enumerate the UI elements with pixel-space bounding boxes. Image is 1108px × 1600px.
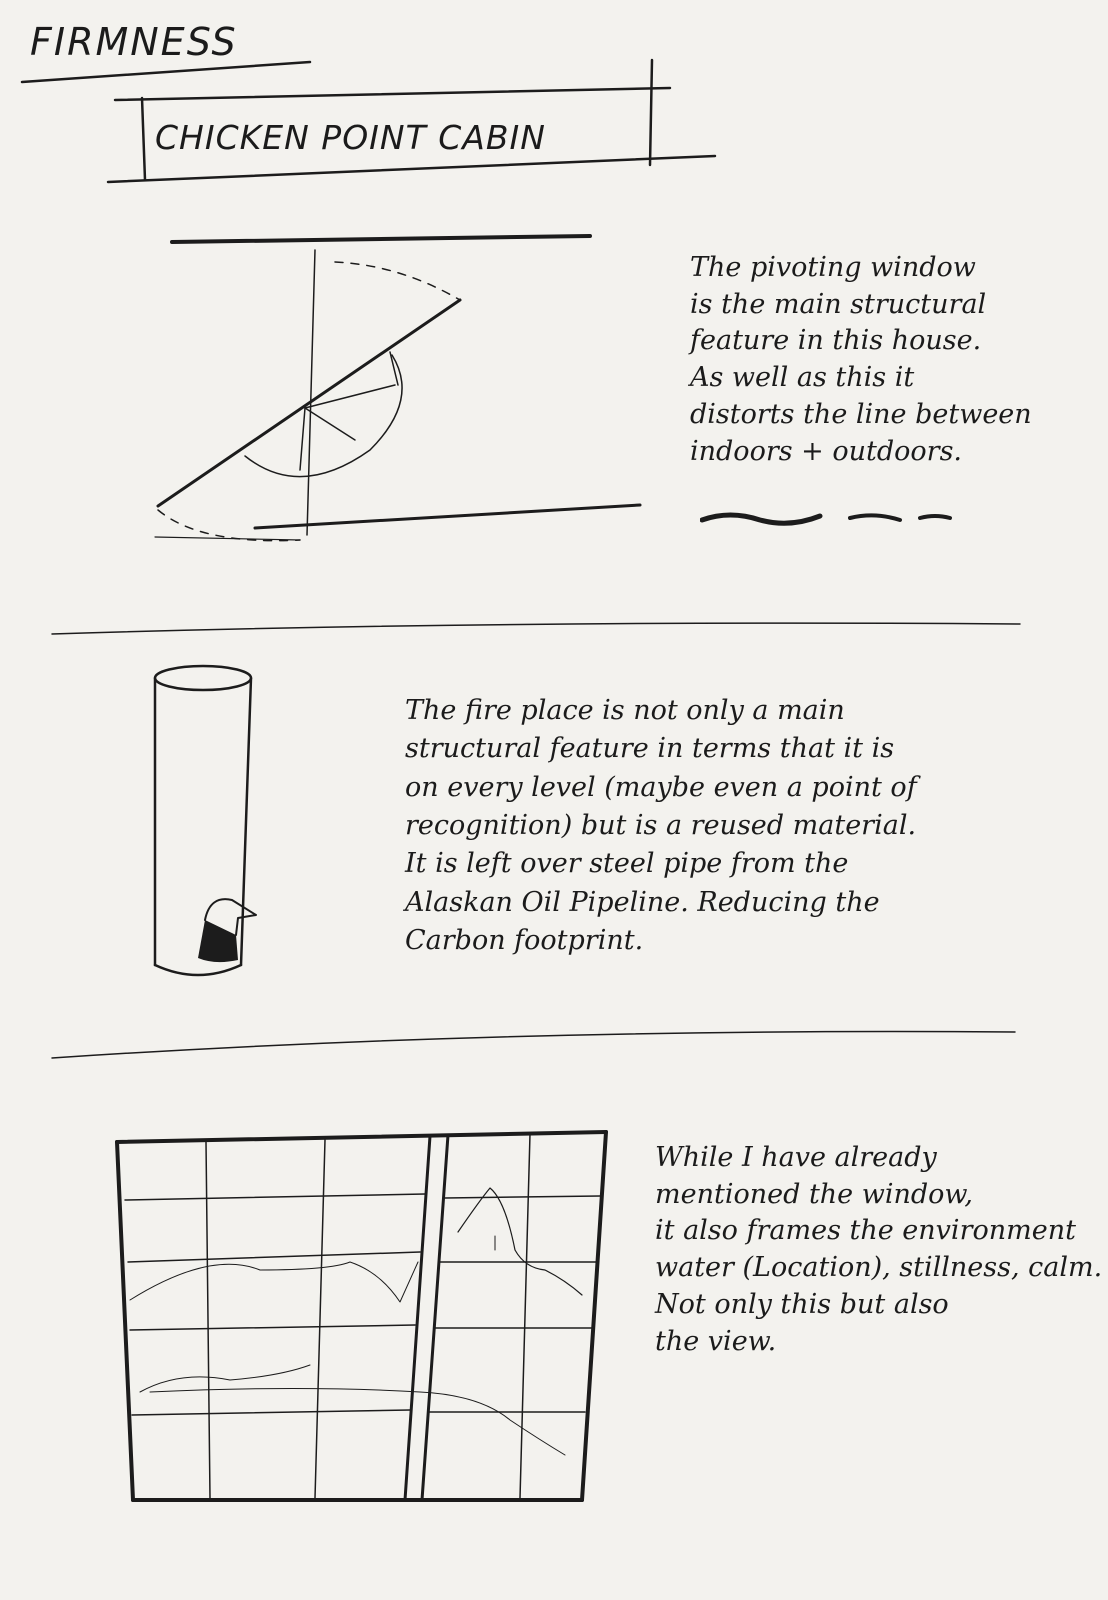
frame-note: While I have already mentioned the window, it also frames the environment water (Location), stillness, calm. Not only this but also the view. [655, 1142, 1103, 1357]
title-underline [22, 62, 310, 82]
fireplace-pipe-drawing [155, 666, 256, 975]
section-divider-1 [52, 623, 1020, 634]
page-title: FIRMNESS [30, 20, 238, 64]
fireplace-note: The fire place is not only a main structural feature in terms that it is on every level (maybe even a point of recognition) but is a reused material. It is left over steel pipe from the Alaskan Oil Pipeline. Reducing the Carbon footprint. [405, 695, 917, 956]
pivoting-window-drawing [155, 236, 640, 541]
crossed-out-scribble [700, 506, 960, 532]
window-note: The pivoting window is the main structural feature in this house. As well as this it distorts the line between indoors + outdoors. [690, 252, 1032, 467]
window-frame-view-drawing [117, 1132, 606, 1500]
page-subtitle: CHICKEN POINT CABIN [155, 118, 546, 157]
section-divider-2 [52, 1032, 1015, 1058]
